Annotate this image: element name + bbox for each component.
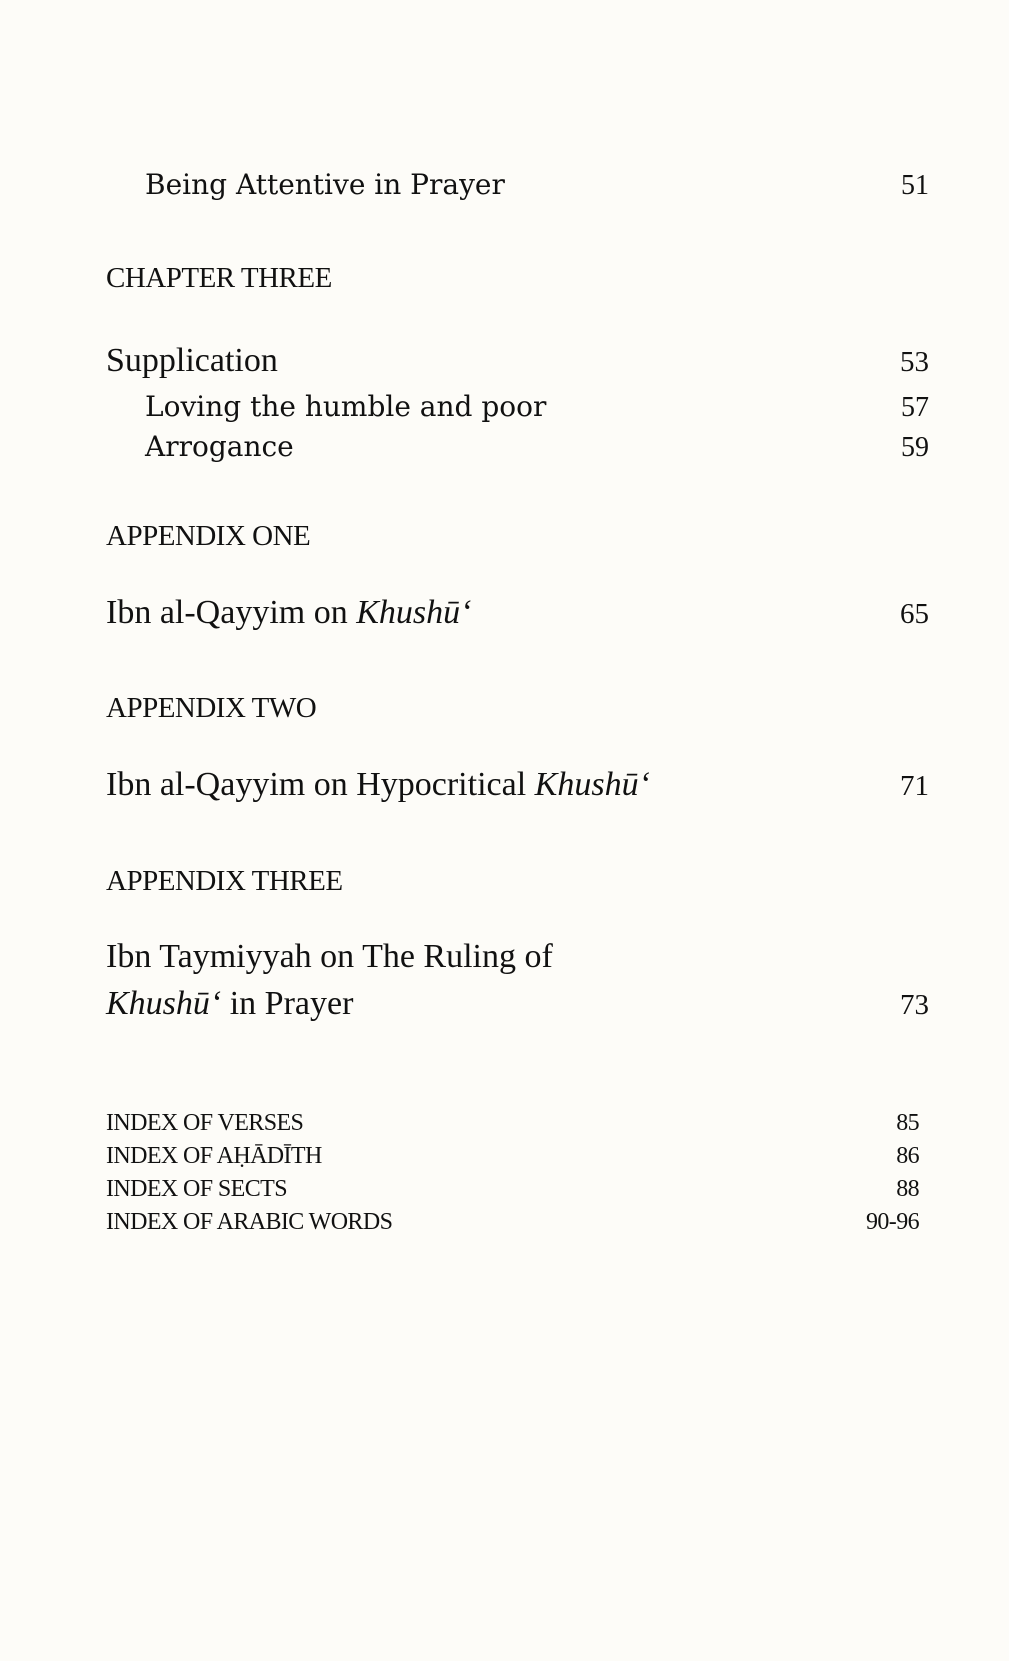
toc-entry-arrogance (145, 430, 929, 464)
toc-entry-page: 57 (901, 392, 929, 423)
toc-entry-title-prefix: Ibn al-Qayyim on Hypocritical (106, 766, 527, 803)
index-page: 85 (896, 1110, 919, 1136)
toc-entry-title-italic: Khushū‘ (534, 766, 650, 803)
toc-entry-appendix-two (106, 766, 929, 804)
index-title: INDEX OF SECTS (106, 1176, 287, 1202)
toc-entry-title-italic: Khushū‘ (106, 985, 222, 1022)
index-page: 86 (896, 1143, 919, 1169)
chapter-three-heading: CHAPTER THREE (106, 262, 332, 294)
toc-entry-supplication (106, 342, 929, 380)
index-title: INDEX OF VERSES (106, 1110, 304, 1136)
appendix-three-heading: APPENDIX THREE (106, 865, 343, 897)
index-entry-sects (106, 1176, 919, 1203)
toc-entry-title: Supplication (106, 342, 278, 379)
toc-entry-page: 53 (900, 346, 929, 378)
index-entry-ahadith (106, 1143, 919, 1170)
index-page: 90-96 (866, 1209, 919, 1235)
index-entry-arabic-words (106, 1209, 919, 1236)
index-title: INDEX OF ARABIC WORDS (106, 1209, 393, 1235)
toc-entry-title: Being Attentive in Prayer (145, 168, 505, 201)
toc-entry-page: 65 (900, 598, 929, 630)
index-entry-verses (106, 1110, 919, 1137)
toc-entry-title-prefix: Ibn al-Qayyim on (106, 594, 348, 631)
toc-entry-appendix-three-line1: Ibn Taymiyyah on The Ruling of (106, 938, 553, 975)
toc-entry-page: 59 (901, 432, 929, 463)
toc-entry-being-attentive (145, 168, 929, 202)
index-title: INDEX OF AḤĀDĪTH (106, 1143, 322, 1169)
toc-entry-loving-humble (145, 390, 929, 424)
toc-entry-page: 51 (901, 170, 929, 201)
toc-entry-page: 73 (900, 989, 929, 1021)
toc-entry-appendix-one (106, 594, 929, 632)
toc-entry-title (106, 985, 353, 1023)
toc-entry-title (106, 766, 650, 804)
appendix-two-heading: APPENDIX TWO (106, 692, 317, 724)
toc-entry-appendix-three (106, 985, 929, 1023)
toc-entry-title (106, 594, 471, 632)
toc-entry-page: 71 (900, 770, 929, 802)
appendix-one-heading: APPENDIX ONE (106, 520, 311, 552)
toc-entry-title: Loving the humble and poor (145, 390, 547, 423)
index-page: 88 (896, 1176, 919, 1202)
toc-entry-title-rest: in Prayer (229, 985, 354, 1022)
toc-entry-title-italic: Khushū‘ (356, 594, 472, 631)
toc-entry-title: Arrogance (145, 430, 294, 463)
